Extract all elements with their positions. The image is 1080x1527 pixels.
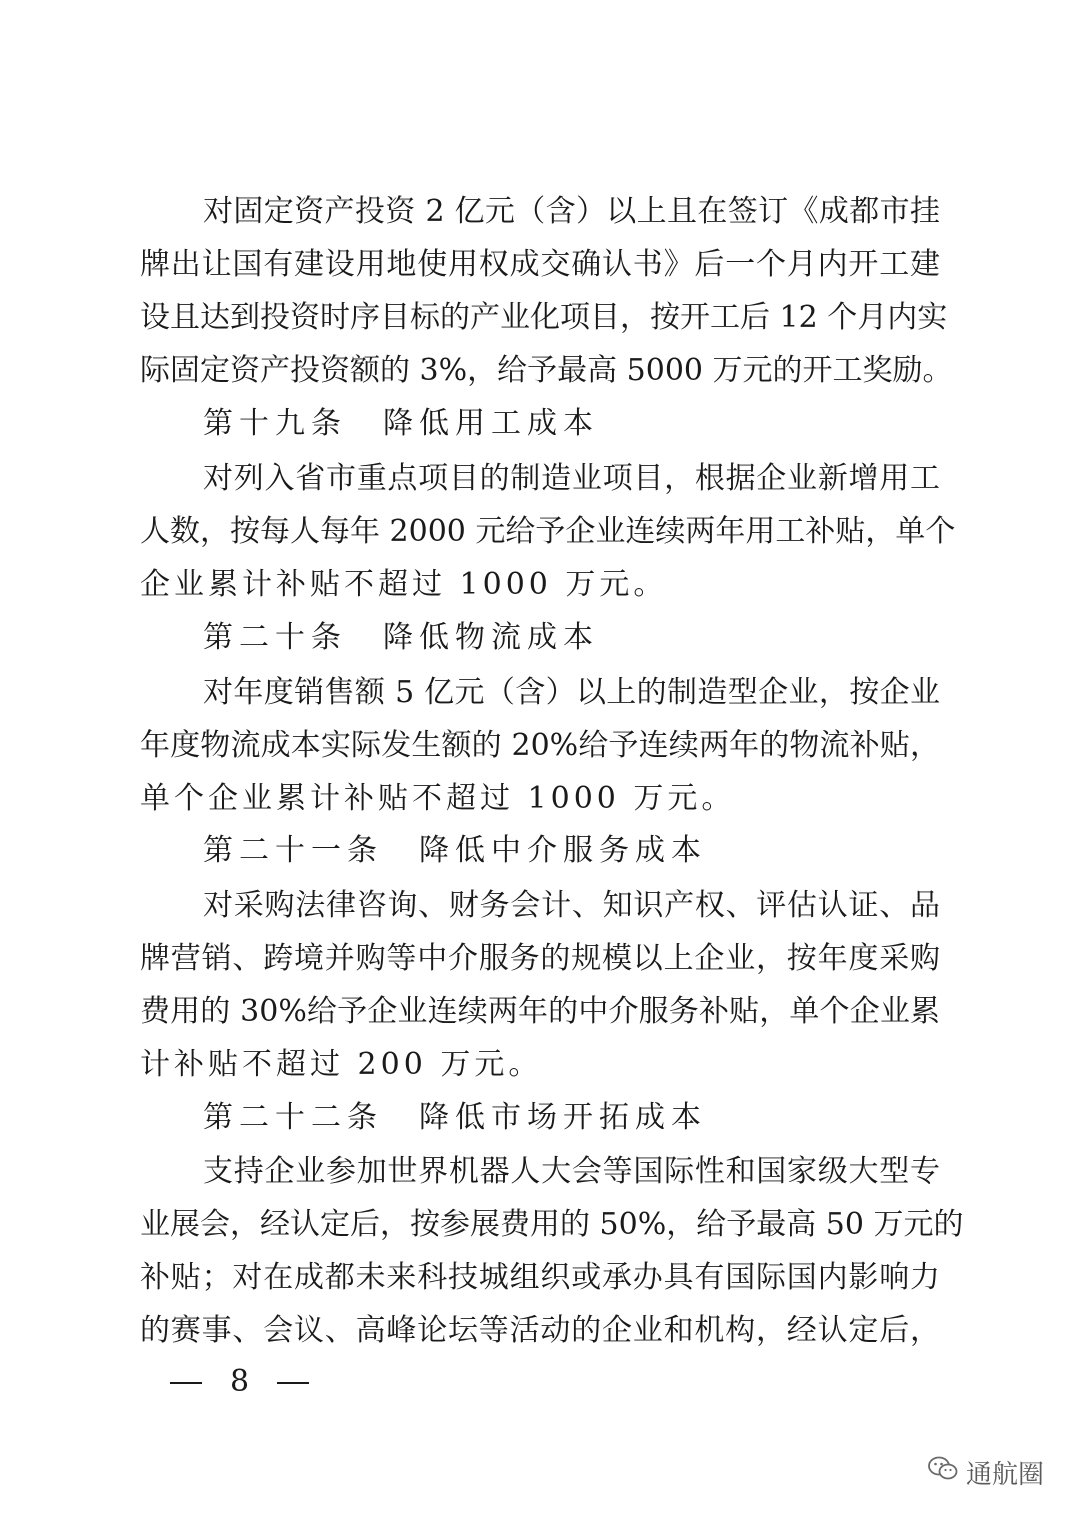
article-heading	[203, 611, 599, 665]
page-number-dash	[277, 1382, 309, 1384]
article-heading	[203, 824, 707, 878]
article-number: 第二十条	[203, 620, 347, 655]
article-title: 降低中介服务成本	[419, 833, 707, 868]
paragraph-line: 补贴；对在成都未来科技城组织或承办具有国际国内影响力	[140, 1260, 940, 1295]
page-number	[170, 1362, 309, 1402]
article-heading	[203, 397, 599, 451]
paragraph-line: 设且达到投资时序目标的产业化项目，按开工后 12 个月内实	[140, 300, 948, 335]
article-title: 降低市场开拓成本	[419, 1100, 707, 1135]
article-title: 降低用工成本	[383, 406, 599, 441]
paragraph-line: 对固定资产投资 2 亿元（含）以上且在签订《成都市挂	[203, 194, 940, 229]
article-title: 降低物流成本	[383, 620, 599, 655]
watermark-text: 通航圈	[965, 1459, 1044, 1490]
paragraph-line: 人数，按每人每年 2000 元给予企业连续两年用工补贴，单个	[140, 514, 956, 549]
paragraph-line: 计补贴不超过 200 万元。	[140, 1047, 543, 1082]
paragraph-line: 对列入省市重点项目的制造业项目，根据企业新增用工	[203, 461, 940, 496]
article-number: 第二十二条	[203, 1100, 383, 1135]
page-number-value: 8	[230, 1364, 250, 1399]
paragraph-line: 牌营销、跨境并购等中介服务的规模以上企业，按年度采购	[140, 941, 940, 976]
watermark	[928, 1452, 1044, 1492]
page-number-dash	[170, 1382, 202, 1384]
article-heading	[203, 1091, 707, 1145]
paragraph-line: 单个企业累计补贴不超过 1000 万元。	[140, 781, 736, 816]
paragraph-line: 牌出让国有建设用地使用权成交确认书》后一个月内开工建	[140, 247, 940, 282]
paragraph-line: 对采购法律咨询、财务会计、知识产权、评估认证、品	[203, 888, 940, 923]
paragraph-line: 支持企业参加世界机器人大会等国际性和国家级大型专	[203, 1154, 940, 1189]
paragraph-line: 费用的 30%给予企业连续两年的中介服务补贴，单个企业累	[140, 994, 940, 1029]
paragraph-line: 年度物流成本实际发生额的 20%给予连续两年的物流补贴，	[140, 728, 940, 763]
paragraph-line: 对年度销售额 5 亿元（含）以上的制造型企业，按企业	[203, 675, 940, 710]
article-number: 第二十一条	[203, 833, 383, 868]
wechat-icon	[928, 1456, 966, 1489]
paragraph-line: 业展会，经认定后，按参展费用的 50%，给予最高 50 万元的	[140, 1207, 964, 1242]
paragraph-line: 际固定资产投资额的 3%，给予最高 5000 万元的开工奖励。	[140, 353, 953, 388]
paragraph-line: 企业累计补贴不超过 1000 万元。	[140, 567, 668, 602]
article-number: 第十九条	[203, 406, 347, 441]
paragraph-line: 的赛事、会议、高峰论坛等活动的企业和机构，经认定后，	[140, 1313, 940, 1348]
